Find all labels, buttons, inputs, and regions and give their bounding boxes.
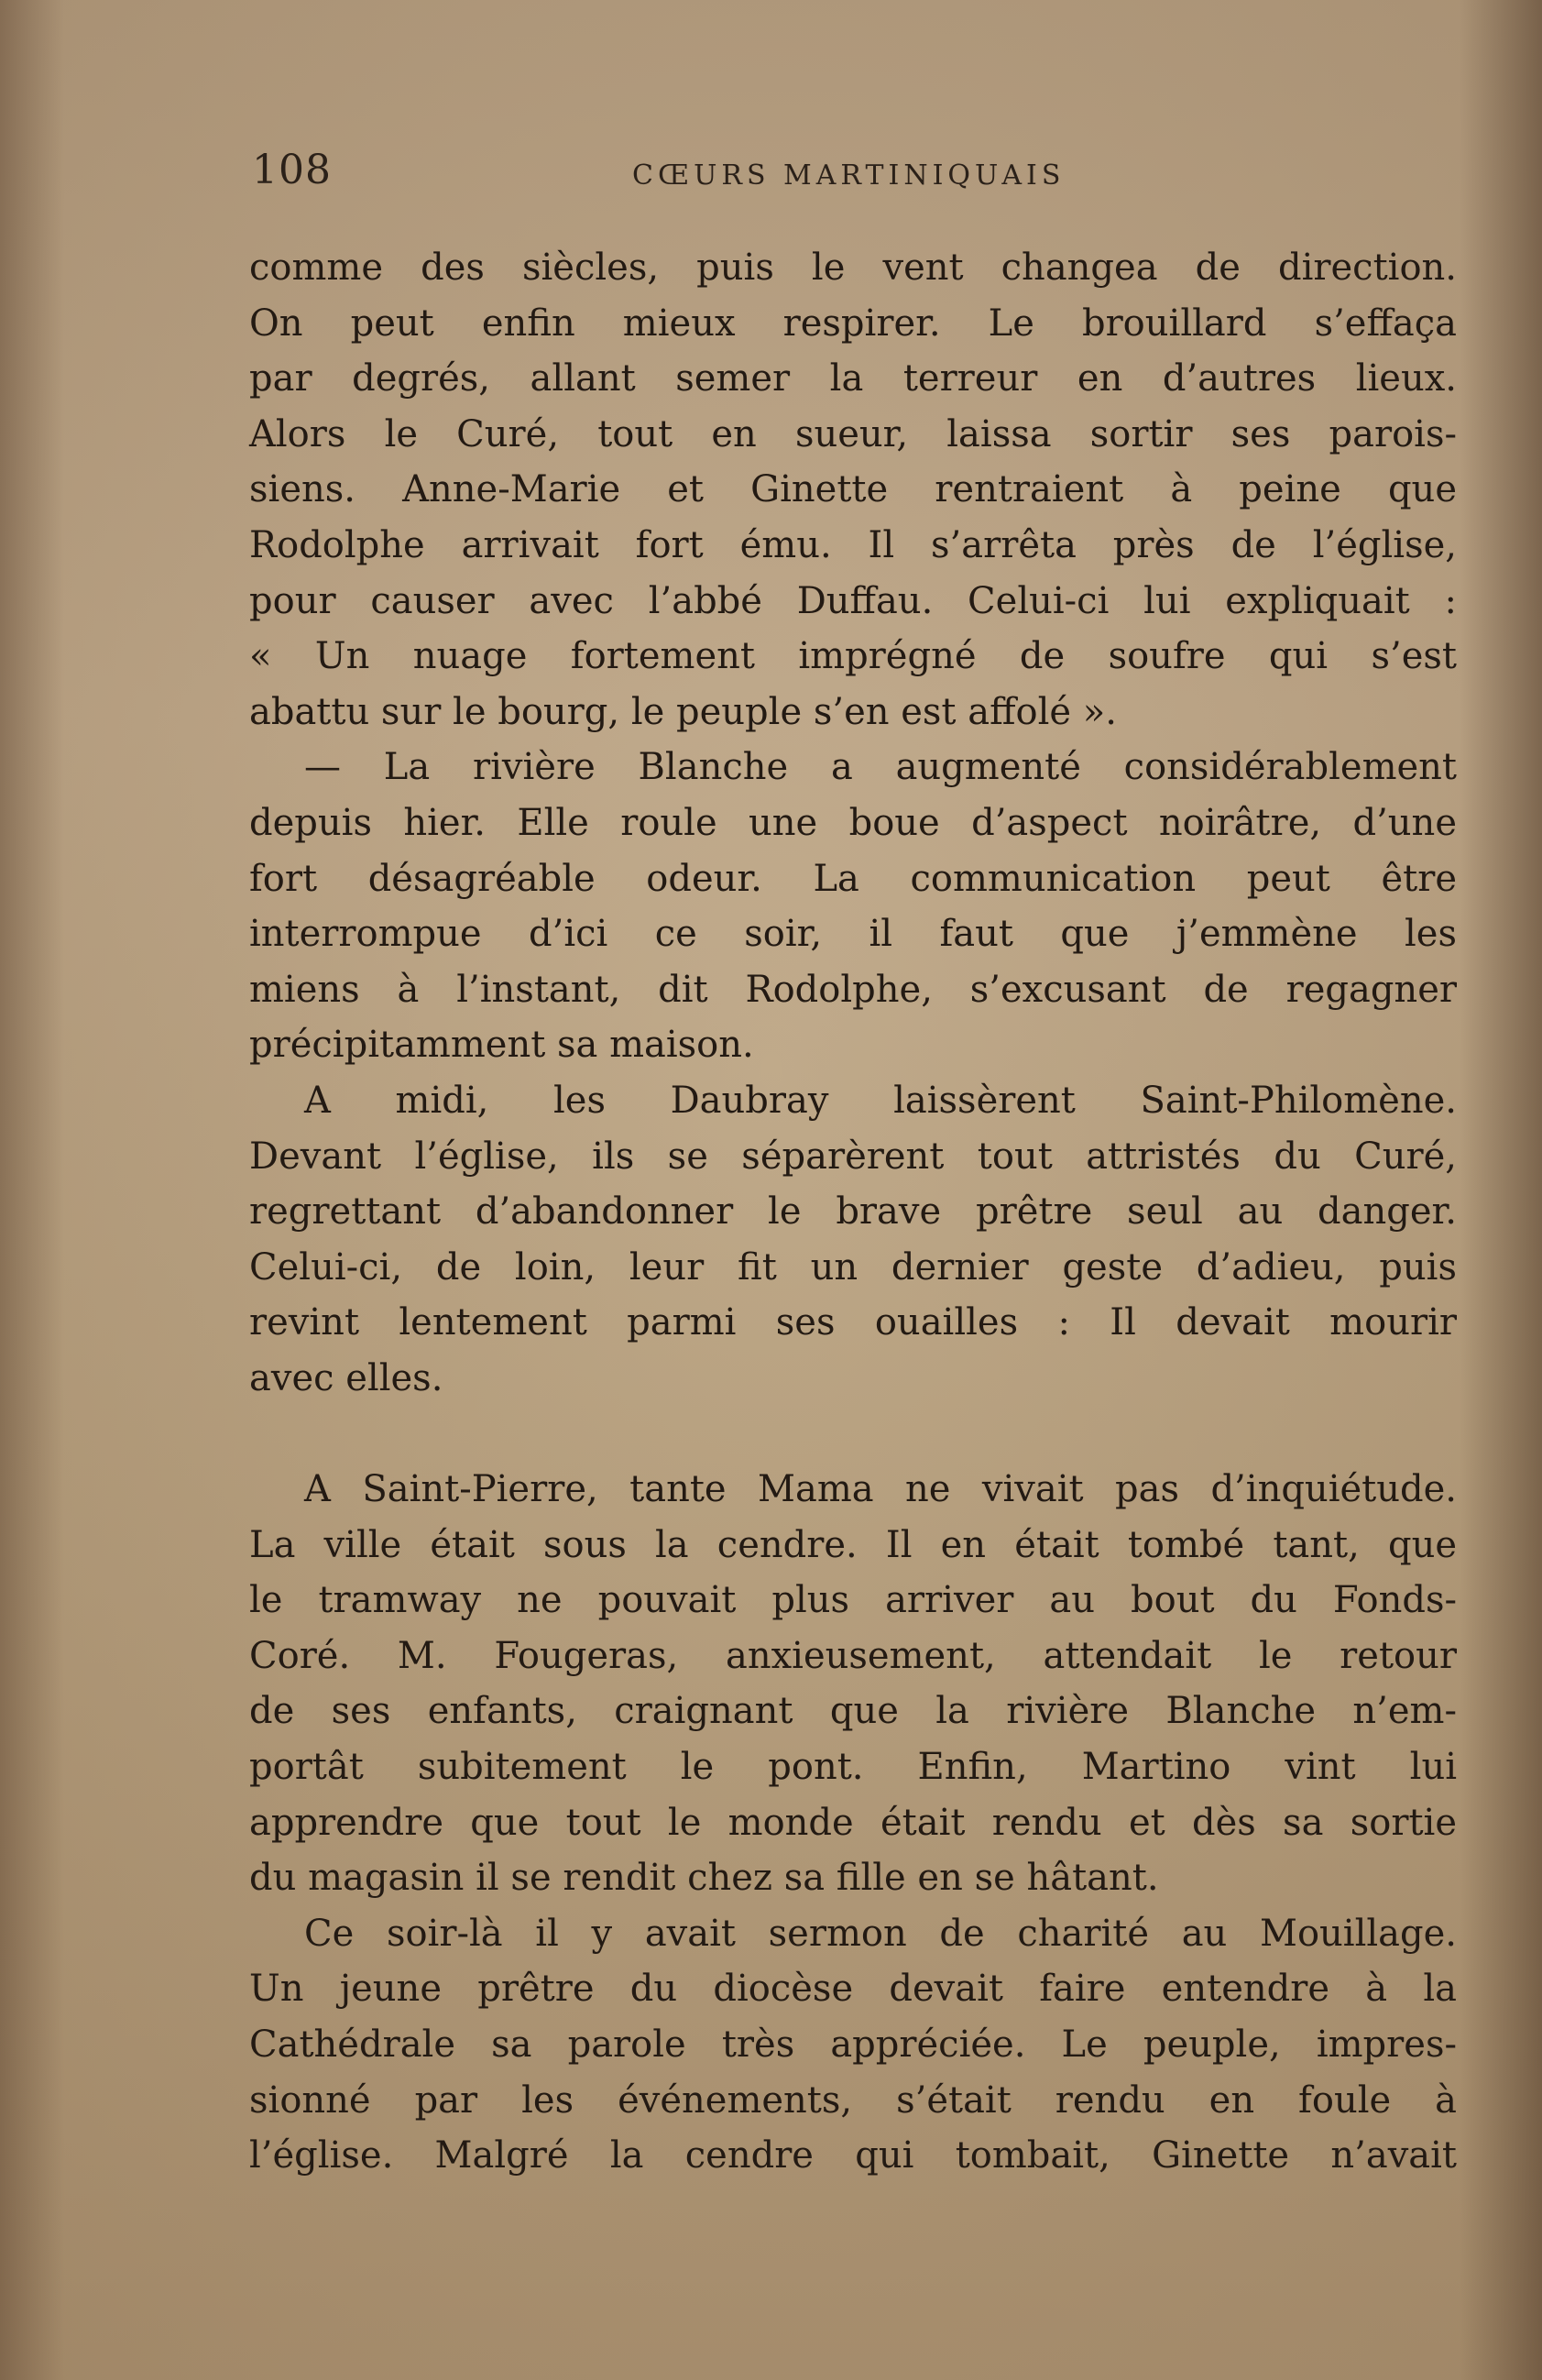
text-line: Celui-ci, de loin, leur fit un dernier geste d’adieu, puis	[249, 1245, 1457, 1289]
text-line: miens à l’instant, dit Rodolphe, s’excusant de regagner	[249, 968, 1457, 1011]
text-line: précipitamment sa maison.	[249, 1024, 754, 1067]
text-line: pour causer avec l’abbé Duffau. Celui-ci lui expliquait :	[249, 579, 1457, 622]
text-line: abattu sur le bourg, le peuple s’en est affolé ».	[249, 690, 1117, 733]
text-line: Coré. M. Fougeras, anxieusement, attendait le retour	[249, 1634, 1457, 1677]
text-line: du magasin il se rendit chez sa fille en se hâtant.	[249, 1857, 1159, 1900]
text-line: A midi, les Daubray laissèrent Saint-Philomène.	[304, 1079, 1457, 1122]
text-line: apprendre que tout le monde était rendu et dès sa sortie	[249, 1801, 1457, 1844]
text-line: comme des siècles, puis le vent changea de direction.	[249, 247, 1457, 289]
text-line: Alors le Curé, tout en sueur, laissa sortir ses parois-	[249, 412, 1457, 455]
text-line: Cathédrale sa parole très appréciée. Le peuple, impres-	[249, 2024, 1457, 2066]
text-line: de ses enfants, craignant que la rivière Blanche n’em-	[249, 1690, 1457, 1733]
text-line: depuis hier. Elle roule une boue d’aspect noirâtre, d’une	[249, 801, 1457, 844]
text-line: par degrés, allant semer la terreur en d’autres lieux.	[249, 357, 1457, 400]
text-line: le tramway ne pouvait plus arriver au bout du Fonds-	[249, 1579, 1457, 1622]
text-line: l’église. Malgré la cendre qui tombait, Ginette n’avait	[249, 2134, 1457, 2177]
text-line: — La rivière Blanche a augmenté considérablement	[304, 746, 1457, 789]
text-line: La ville était sous la cendre. Il en était tombé tant, que	[249, 1523, 1457, 1566]
text-line: portât subitement le pont. Enfin, Martino vint lui	[249, 1746, 1457, 1789]
text-line: On peut enfin mieux respirer. Le brouillard s’effaça	[249, 302, 1457, 345]
text-line: interrompue d’ici ce soir, il faut que j’emmène les	[249, 913, 1457, 956]
book-title: CŒURS MARTINIQUAIS	[632, 159, 1066, 192]
text-line: regrettant d’abandonner le brave prêtre seul au danger.	[249, 1190, 1457, 1234]
section-break	[249, 1406, 1457, 1462]
text-line: sionné par les événements, s’était rendu en foule à	[249, 2078, 1457, 2122]
text-line: A Saint-Pierre, tante Mama ne vivait pas d’inquiétude.	[304, 1468, 1457, 1511]
page-number: 108	[252, 147, 332, 193]
text-line: revint lentement parmi ses ouailles : Il devait mourir	[249, 1301, 1457, 1344]
body-text	[249, 240, 1457, 2184]
text-line: Un jeune prêtre du diocèse devait faire entendre à la	[249, 1968, 1457, 2011]
running-head	[252, 147, 1452, 202]
text-line: Ce soir-là il y avait sermon de charité au Mouillage.	[304, 1912, 1457, 1955]
text-line: siens. Anne-Marie et Ginette rentraient à peine que	[249, 468, 1457, 511]
text-line: « Un nuage fortement imprégné de soufre qui s’est	[249, 635, 1457, 678]
text-line: fort désagréable odeur. La communication peut être	[249, 857, 1457, 900]
text-line: avec elles.	[249, 1356, 443, 1399]
text-line: Rodolphe arrivait fort ému. Il s’arrêta près de l’église,	[249, 523, 1457, 566]
text-line: Devant l’église, ils se séparèrent tout attristés du Curé,	[249, 1135, 1457, 1178]
